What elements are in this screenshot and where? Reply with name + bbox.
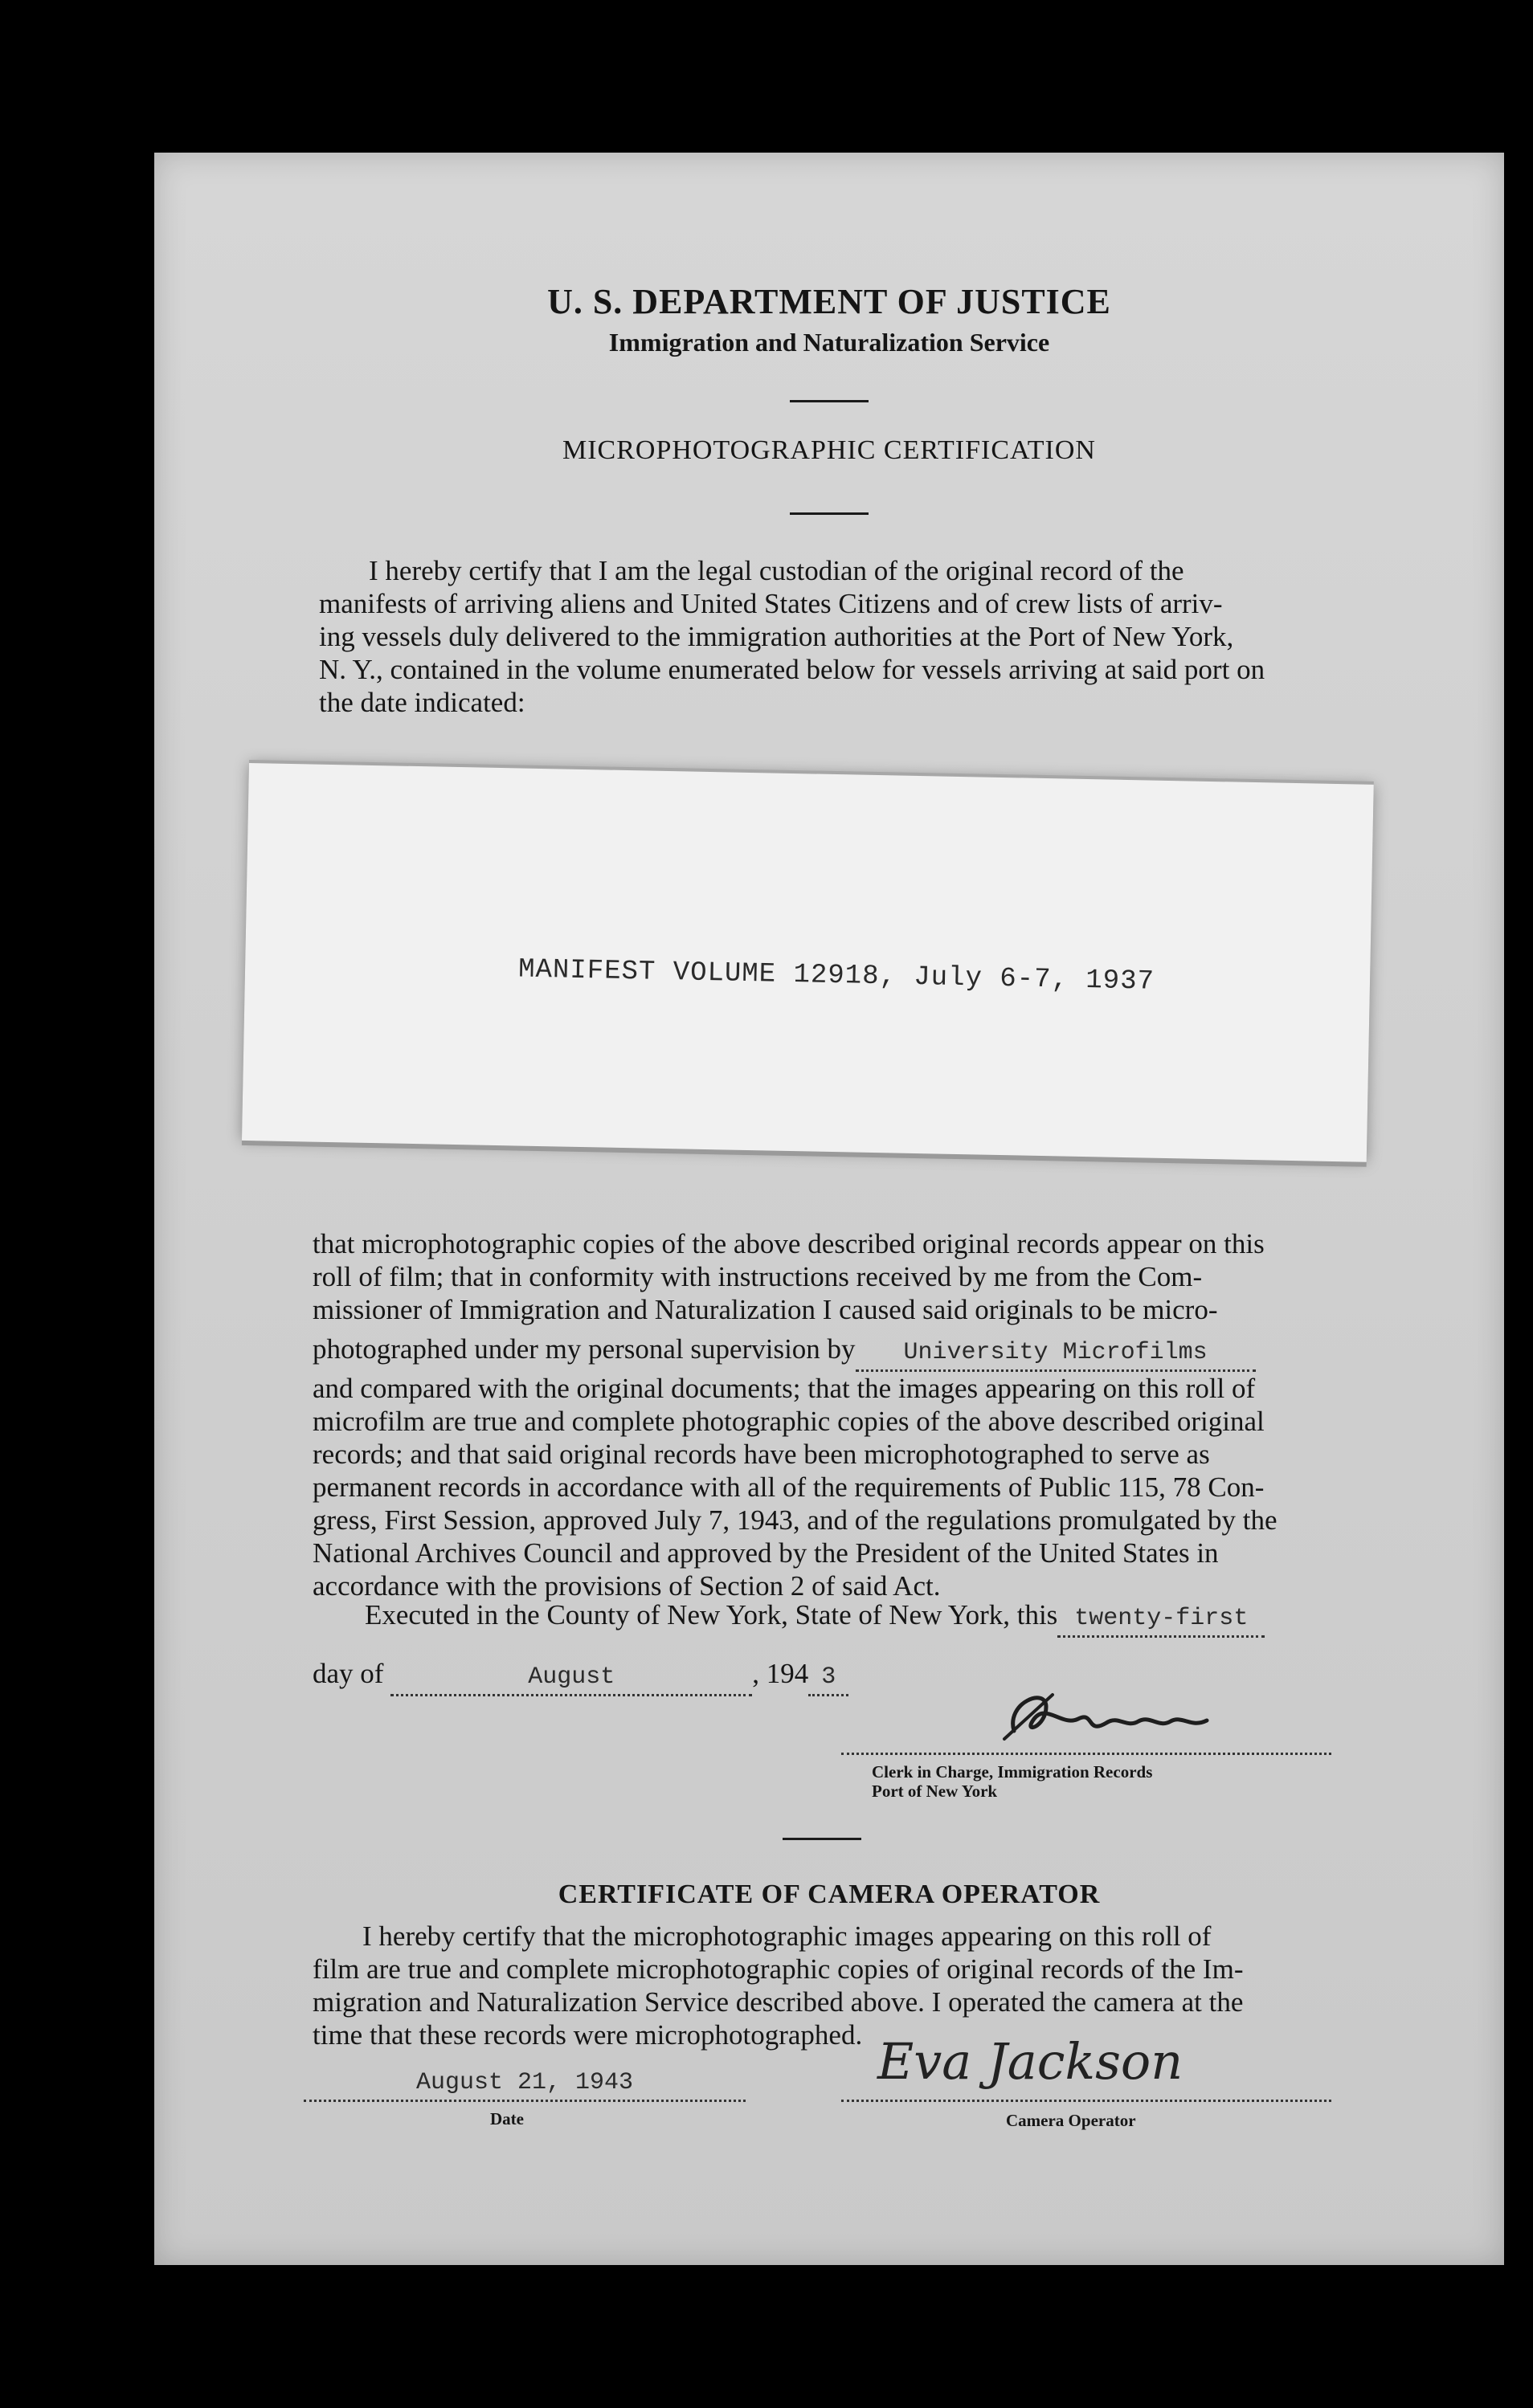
certification-sheet bbox=[154, 153, 1504, 2265]
clerk-signature bbox=[958, 1671, 1215, 1759]
paragraph-line: ing vessels duly delivered to the immigration authorities at the Port of New York, bbox=[319, 621, 1234, 652]
paragraph-line: permanent records in accordance with all of the requirements of Public 115, 78 Con- bbox=[313, 1471, 1265, 1503]
paragraph-line: and compared with the original documents; that the images appearing on this roll of bbox=[313, 1373, 1256, 1404]
operator-signature: Eva Jackson bbox=[877, 2032, 1183, 2091]
camera-operator-title: CERTIFICATE OF CAMERA OPERATOR bbox=[558, 1879, 1101, 1909]
paragraph-line: National Archives Council and approved by the President of the United States in bbox=[313, 1537, 1219, 1569]
divider-rule bbox=[783, 1838, 861, 1840]
volume-slip-text: MANIFEST VOLUME 12918, July 6-7, 1937 bbox=[517, 954, 1155, 998]
paragraph-line: microfilm are true and complete photographic copies of the above described original bbox=[313, 1406, 1265, 1437]
paragraph-line: that microphotographic copies of the above described original records appear on this bbox=[313, 1228, 1265, 1259]
execution-line bbox=[365, 1598, 1369, 1638]
paragraph-line: I hereby certify that the microphotographic images appearing on this roll of bbox=[362, 1920, 1212, 1952]
copies-paragraph bbox=[313, 1227, 1357, 1602]
paragraph-line: accordance with the provisions of Section 2 of said Act. bbox=[313, 1570, 941, 1602]
paragraph-line: time that these records were microphotographed. bbox=[313, 2019, 863, 2051]
paragraph-line: migration and Naturalization Service described above. I operated the camera at the bbox=[313, 1986, 1244, 2018]
clerk-title-line: Port of New York bbox=[872, 1782, 998, 1801]
paragraph-line: gress, First Session, approved July 7, 1943, and of the regulations promulgated by the bbox=[313, 1504, 1278, 1536]
paragraph-line: records; and that said original records have been microphotographed to serve as bbox=[313, 1439, 1210, 1470]
paragraph-line: N. Y., contained in the volume enumerated below for vessels arriving at said port on bbox=[319, 654, 1265, 685]
volume-slip bbox=[242, 763, 1374, 1162]
clerk-signature-line bbox=[841, 1753, 1331, 1755]
clerk-title-line: Clerk in Charge, Immigration Records bbox=[872, 1762, 1153, 1782]
date-label: Date bbox=[490, 2109, 524, 2128]
paragraph-line: the date indicated: bbox=[319, 687, 525, 718]
execution-text: Executed in the County of New York, State of New York, this bbox=[365, 1599, 1058, 1631]
operator-signature-line bbox=[841, 2100, 1331, 2102]
operator-label: Camera Operator bbox=[1006, 2111, 1136, 2130]
paragraph-line: I hereby certify that I am the legal custodian of the original record of the bbox=[369, 555, 1184, 586]
service-subheading: Immigration and Naturalization Service bbox=[608, 328, 1050, 357]
day-of-label: day of bbox=[313, 1658, 384, 1689]
certificate-date-value: August 21, 1943 bbox=[415, 2069, 634, 2096]
date-line bbox=[304, 2100, 746, 2102]
paragraph-line: manifests of arriving aliens and United States Citizens and of crew lists of arriv- bbox=[319, 588, 1223, 619]
divider-rule bbox=[790, 512, 869, 515]
department-heading: U. S. DEPARTMENT OF JUSTICE bbox=[547, 282, 1111, 321]
paragraph-line: missioner of Immigration and Naturalization I caused said originals to be micro- bbox=[313, 1294, 1218, 1325]
paragraph-line: photographed under my personal supervision by bbox=[313, 1333, 856, 1365]
paragraph-line: film are true and complete microphotographic copies of original records of the Im- bbox=[313, 1953, 1244, 1985]
execution-month-field: August bbox=[390, 1661, 752, 1696]
clerk-title bbox=[872, 1762, 1152, 1801]
divider-rule bbox=[790, 400, 869, 402]
paragraph-line: roll of film; that in conformity with instructions received by me from the Com- bbox=[313, 1261, 1203, 1292]
year-prefix: , 194 bbox=[752, 1658, 809, 1689]
execution-year-digit: 3 bbox=[808, 1661, 848, 1696]
camera-operator-paragraph bbox=[313, 1920, 1357, 2051]
certification-title: MICROPHOTOGRAPHIC CERTIFICATION bbox=[562, 435, 1096, 465]
execution-day-field: twenty-first bbox=[1057, 1602, 1265, 1638]
custodian-paragraph bbox=[319, 554, 1355, 719]
filmed-by-field: University Microfilms bbox=[856, 1337, 1256, 1372]
